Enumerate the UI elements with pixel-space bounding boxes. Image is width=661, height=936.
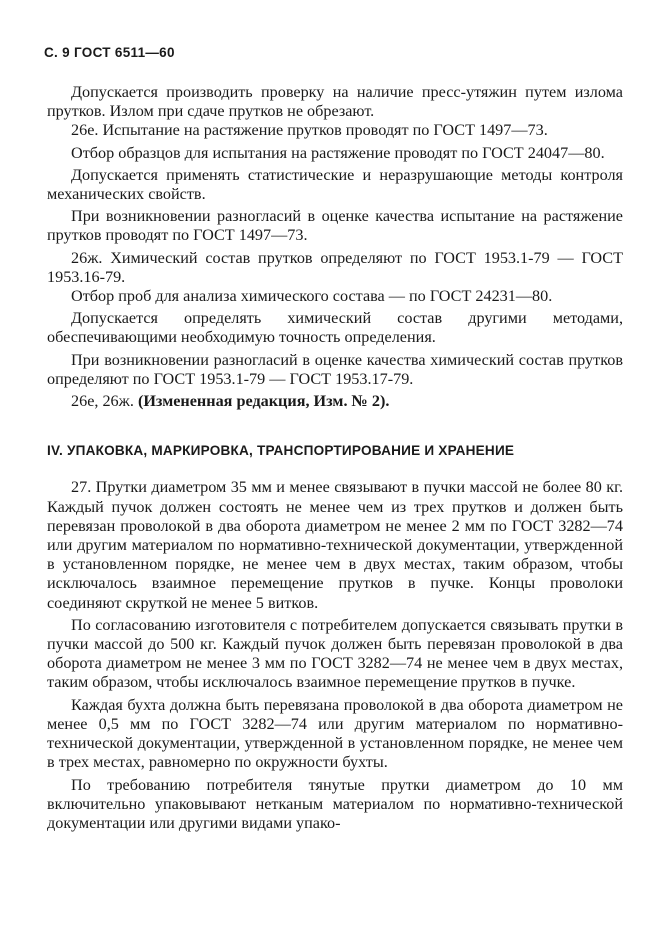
paragraph-26zh-chemical: 26ж. Химический состав прутков определяют по ГОСТ 1953.1-79 — ГОСТ 1953.16-79. xyxy=(47,248,623,286)
paragraph-other-methods: Допускается определять химический состав другими методами, обеспечивающими необходимую точность определения. xyxy=(47,309,623,347)
paragraph-26e-tensile: 26е. Испытание на растяжение прутков проводят по ГОСТ 1497—73. xyxy=(71,121,548,140)
paragraph-sample-selection: Отбор образцов для испытания на растяжение проводят по ГОСТ 24047—80. xyxy=(71,143,605,162)
paragraph-amendment-note xyxy=(47,392,623,411)
paragraph-coil-tying: Каждая бухта должна быть перевязана проволокой в два оборота диаметром не менее 0,5 мм по ГОСТ 3282—74 или другим материалом по нормативно-технической документации, утвержденной в установленном порядке, не менее чем в трех местах, равномерно по окружности бухты. xyxy=(47,695,623,772)
paragraph-press-check: Допускается производить проверку на наличие пресс-утяжин путем излома прутков. Излом при сдаче прутков не обрезают. xyxy=(47,83,623,121)
paragraph-agreement-bundles: По согласованию изготовителя с потребителем допускается связывать прутки в пучки массой до 500 кг. Каждый пучок должен быть перевязан проволокой в два оборота диаметром не менее 3 мм по ГОСТ 3282—74 не менее чем в двух местах, таким образом, чтобы исключалось взаимное перемещение прутков в пучке. xyxy=(47,615,623,692)
paragraph-tensile-disagreement: При возникновении разногласий в оценке качества испытание на растяжение прутков проводят по ГОСТ 1497—73. xyxy=(47,207,623,245)
document-body xyxy=(47,83,623,833)
paragraph-chemical-sampling: Отбор проб для анализа химического состава — по ГОСТ 24231—80. xyxy=(71,287,553,306)
paragraph-consumer-packing: По требованию потребителя тянутые прутки диаметром до 10 мм включительно упаковывают нетканым материалом по нормативно-технической документации или другими видами упако- xyxy=(47,775,623,832)
amendment-ref: 26е, 26ж. xyxy=(71,392,134,411)
paragraph-27-bundles: 27. Прутки диаметром 35 мм и менее связывают в пучки массой не более 80 кг. Каждый пучок должен состоять не менее чем из трех прутков и должен быть перевязан проволокой в два оборота диаметром не менее 2 мм по ГОСТ 3282—74 или другим материалом по нормативно-технической документации, утвержденной в установленном порядке, не менее чем в двух местах, таким образом, чтобы исключалось взаимное перемещение прутков в пучке. Концы проволоки соединяют скруткой не менее 5 витков. xyxy=(47,478,623,612)
paragraph-statistical-methods: Допускается применять статистические и неразрушающие методы контроля механических свойств. xyxy=(47,165,623,204)
amendment-text: (Измененная редакция, Изм. № 2). xyxy=(137,392,390,411)
section-heading-packaging: IV. УПАКОВКА, МАРКИРОВКА, ТРАНСПОРТИРОВАНИЕ И ХРАНЕНИЕ xyxy=(47,443,515,459)
paragraph-chemical-disagreement: При возникновении разногласий в оценке качества химический состав прутков определяют по ГОСТ 1953.1-79 — ГОСТ 1953.17-79. xyxy=(47,350,623,388)
page-header: С. 9 ГОСТ 6511—60 xyxy=(44,45,175,60)
